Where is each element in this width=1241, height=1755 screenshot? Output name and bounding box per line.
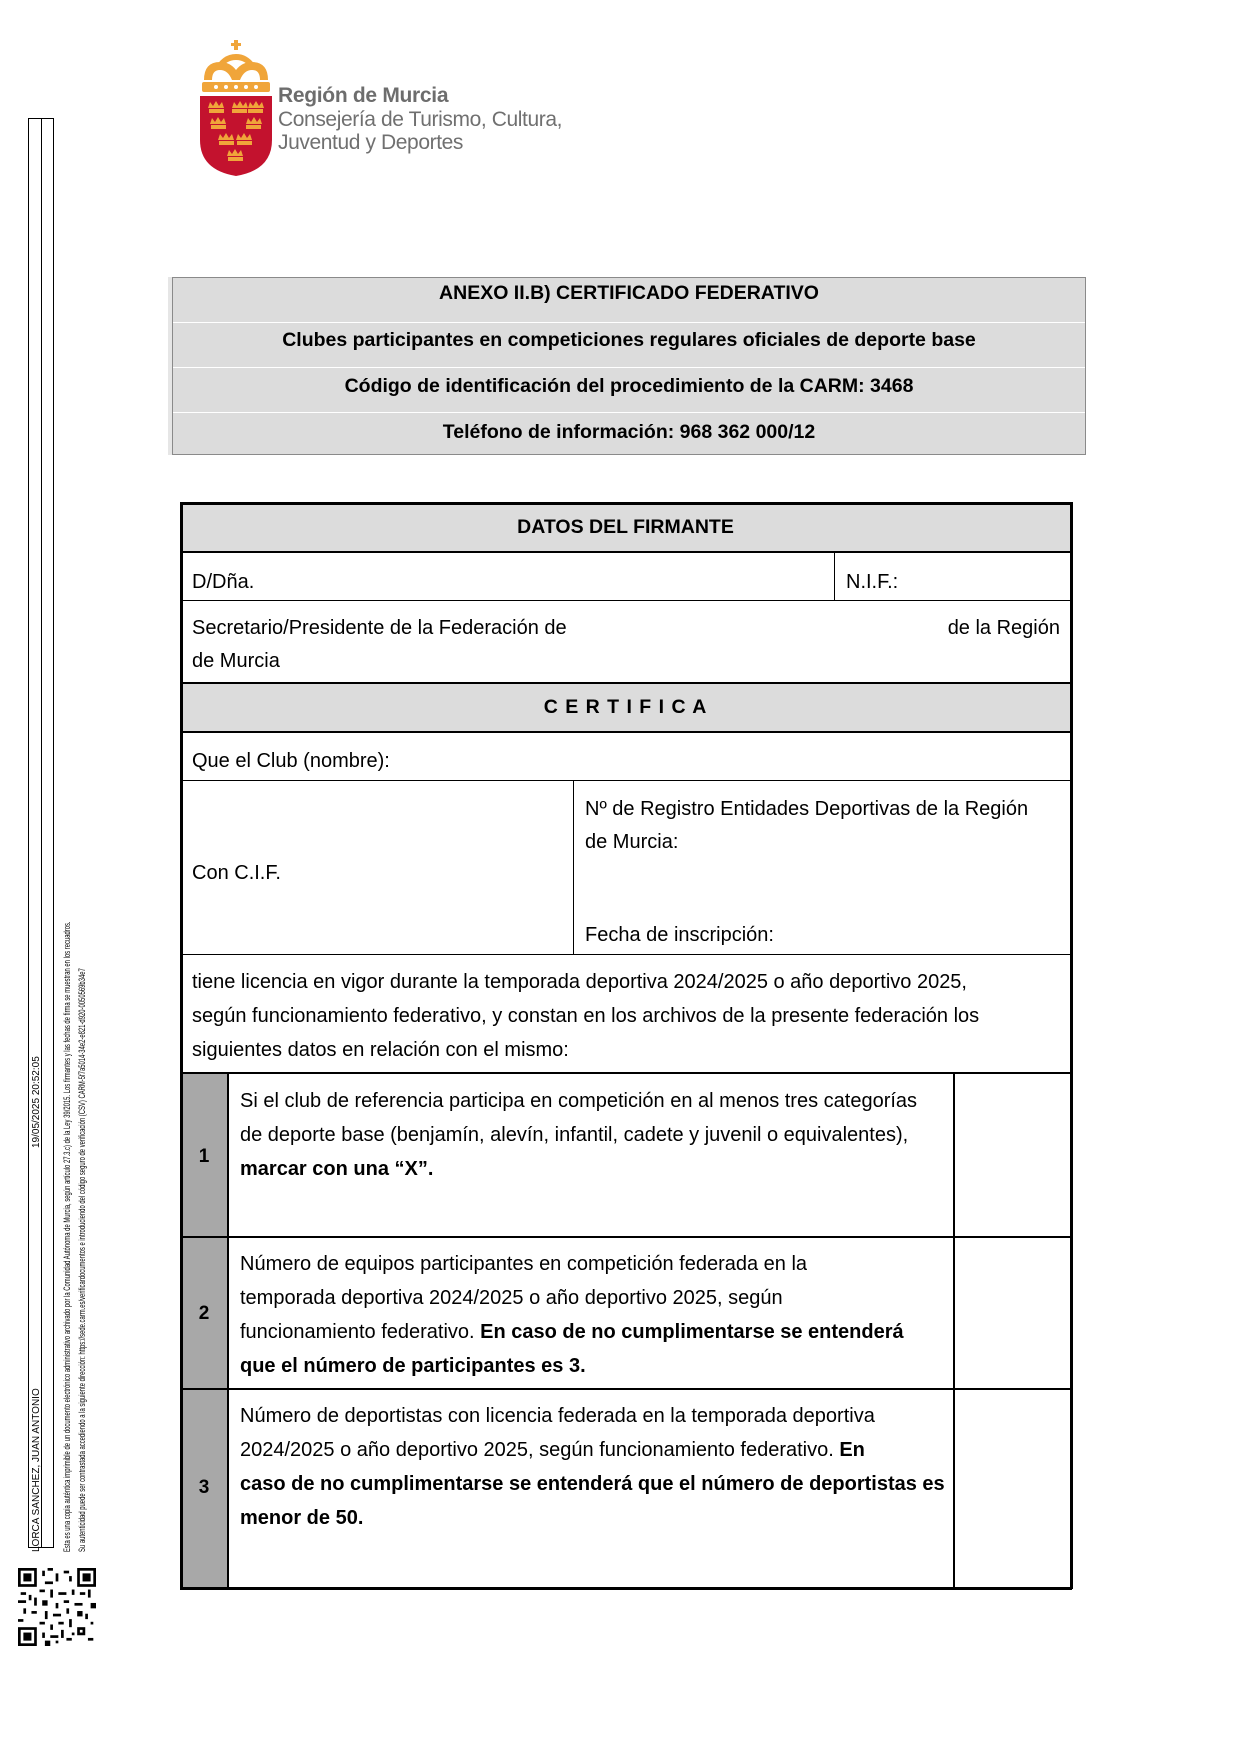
item-number-cell: 1: [181, 1074, 227, 1237]
cif-label: Con C.I.F.: [192, 862, 281, 884]
document-header: [172, 277, 1086, 455]
stamp-legal-line2: Su autenticidad puede ser contrastada accediendo a la siguiente dirección: https://sede.carm.es/verificardocumentos e introduciendo del código seguro de verificación (CSV) CARM-5f7a5014-34e2-e821-d920-0050569b34e7: [77, 968, 88, 1552]
fecha-inscripcion-label: Fecha de inscripción:: [585, 924, 774, 946]
item1-line2: de deporte base (benjamín, alevín, infantil, cadete y juvenil o equivalentes),: [240, 1124, 909, 1146]
item2-line3: funcionamiento federativo. En caso de no cumplimentarse se entenderá: [240, 1321, 904, 1343]
item3-line4: menor de 50.: [240, 1507, 364, 1529]
item2-line2: temporada deportiva 2024/2025 o año deportivo 2025, según: [240, 1287, 783, 1309]
header-phone: Teléfono de información: 968 362 000/12: [442, 421, 816, 443]
role-region-label-cont: de Murcia: [192, 650, 280, 672]
item1-line3: marcar con una “X”.: [240, 1158, 434, 1180]
stamp-legal-line1: Esta es una copia auténtica imprimible de un documento electrónico administrativo archivado por la Comunidad Autónoma de Murcia, según artículo 27.3.c) de la Ley 39/2015. Los firmantes y las fechas de firma se muestran en los recuadros.: [62, 921, 73, 1552]
header-separator: [173, 367, 1085, 368]
item3-line2: 2024/2025 o año deportivo 2025, según funcionamiento federativo. En: [240, 1439, 865, 1461]
certifica-title: C E R T I F I C A: [543, 696, 708, 718]
header-annex-title: ANEXO II.B) CERTIFICADO FEDERATIVO: [439, 282, 819, 304]
region-de-murcia-crest-icon: [196, 40, 276, 178]
club-name-label: Que el Club (nombre):: [192, 750, 390, 772]
logo-subtitle-line1: Consejería de Turismo, Cultura,: [278, 108, 563, 131]
header-subtitle: Clubes participantes en competiciones regulares oficiales de deporte base: [282, 329, 976, 351]
item-number-cell: 2: [181, 1237, 227, 1389]
stamp-date: 19/05/2025 20:52:05: [31, 1056, 42, 1148]
certifica-section-head: [181, 683, 1070, 731]
stamp-divider: [41, 118, 42, 1548]
logo-text: [278, 84, 562, 154]
firmante-section-head: [181, 503, 1070, 551]
item3-line3: caso de no cumplimentarse se entenderá que el número de deportistas es: [240, 1473, 945, 1495]
header-procedure-code: Código de identificación del procedimiento de la CARM: 3468: [344, 375, 914, 397]
header-separator: [173, 412, 1085, 413]
logo-subtitle-line2: Juventud y Deportes: [278, 131, 464, 154]
logo-title: Región de Murcia: [278, 84, 449, 107]
role-label: Secretario/Presidente de la Federación de: [192, 617, 567, 639]
item1-line1: Si el club de referencia participa en competición en al menos tres categorías: [240, 1090, 918, 1112]
registro-label-cont: de Murcia:: [585, 831, 679, 853]
licencia-text-line1: tiene licencia en vigor durante la temporada deportiva 2024/2025 o año deportivo 2025,: [192, 971, 967, 993]
registro-label: Nº de Registro Entidades Deportivas de la Región: [585, 798, 1029, 820]
item2-line1: Número de equipos participantes en competición federada en la: [240, 1253, 808, 1275]
licencia-text-line3: siguientes datos en relación con el mismo:: [192, 1039, 569, 1061]
name-label: D/Dña.: [192, 571, 255, 593]
header-separator: [173, 322, 1085, 323]
nif-label: N.I.F.:: [846, 571, 899, 593]
licencia-text-line2: según funcionamiento federativo, y constan en los archivos de la presente federación los: [192, 1005, 980, 1027]
item3-line1: Número de deportistas con licencia federada en la temporada deportiva: [240, 1405, 875, 1427]
qr-code-icon: [18, 1568, 96, 1646]
role-region-label: de la Región: [947, 617, 1060, 639]
item-number-cell: 3: [181, 1389, 227, 1587]
stamp-signer: LORCA SANCHEZ, JUAN ANTONIO: [31, 1388, 42, 1552]
firmante-title: DATOS DEL FIRMANTE: [517, 516, 734, 538]
item2-line4: que el número de participantes es 3.: [240, 1355, 586, 1377]
